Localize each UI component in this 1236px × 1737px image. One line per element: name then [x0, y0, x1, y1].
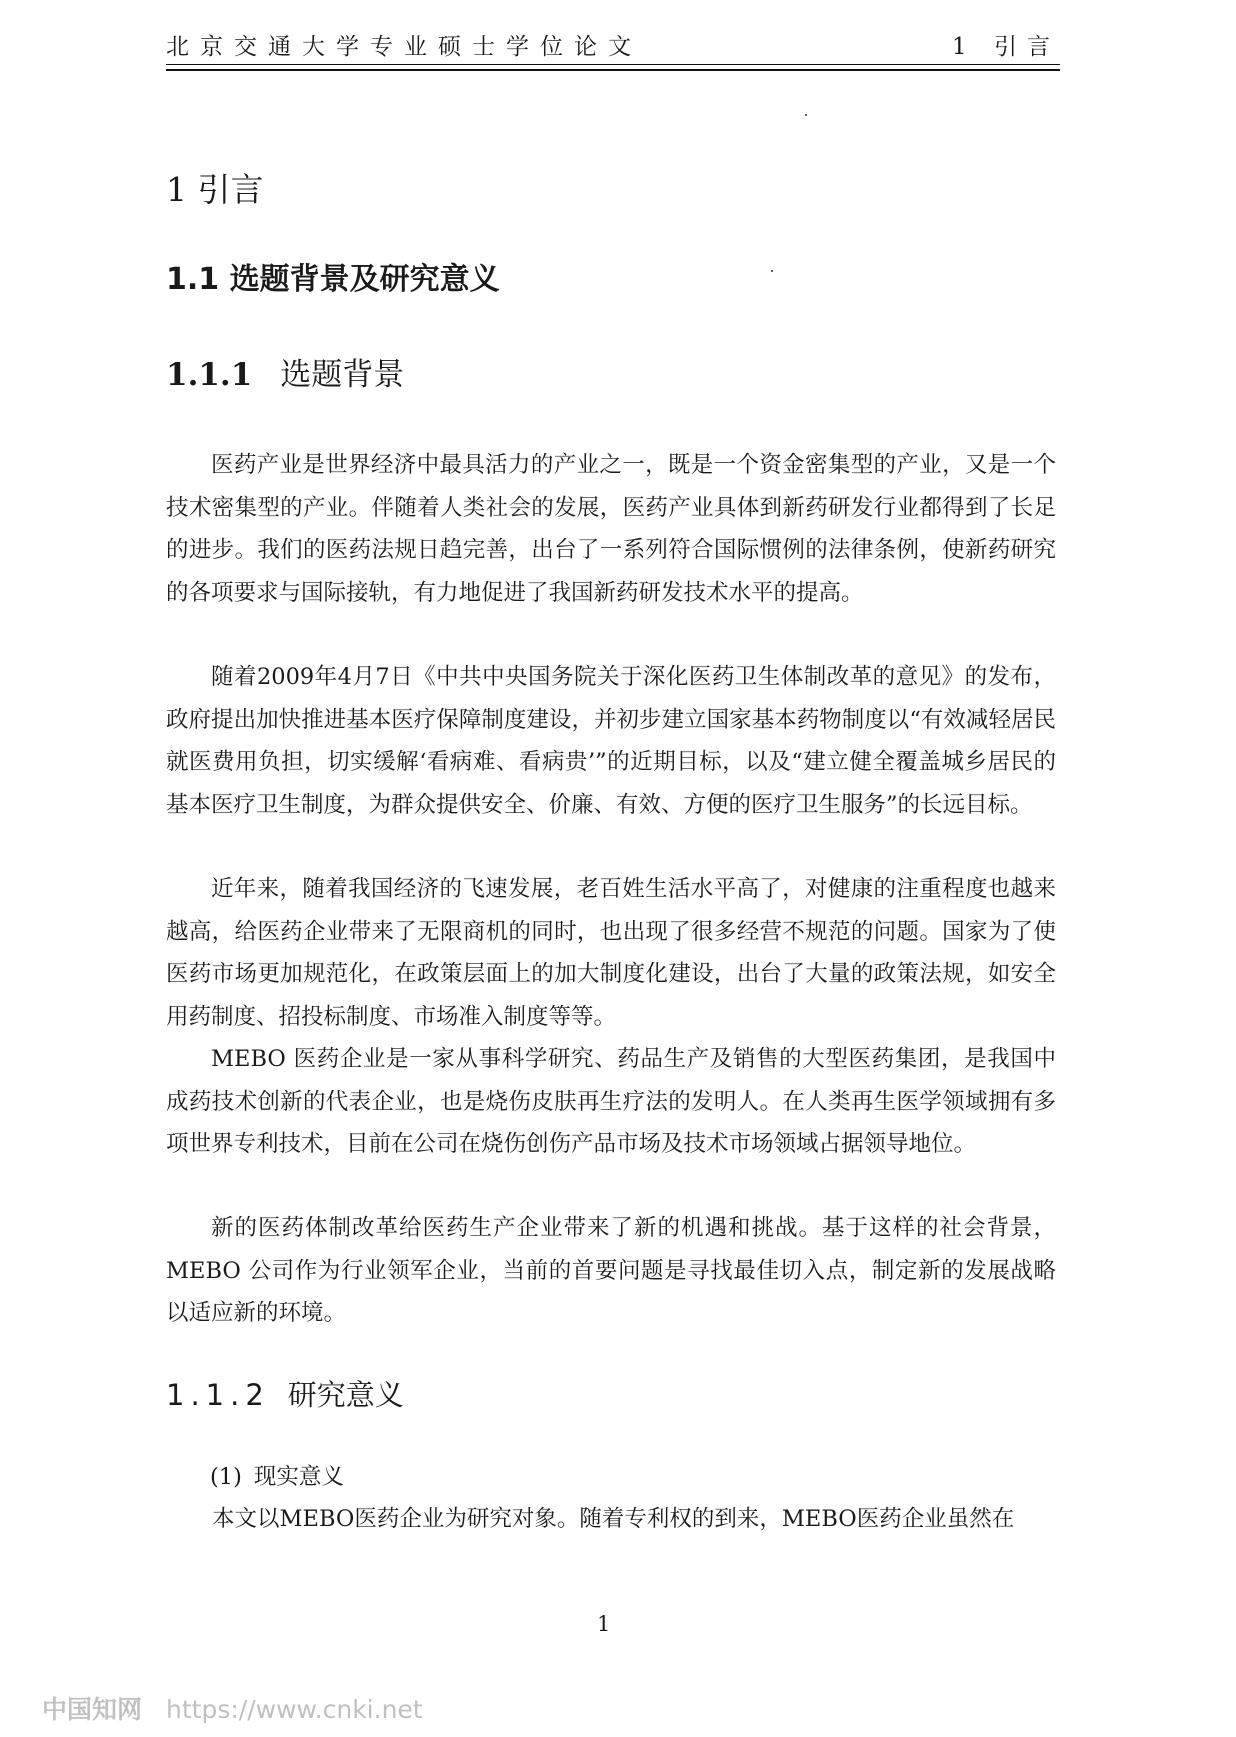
watermark	[42, 1690, 423, 1726]
running-header-chapter: 1 引言	[952, 34, 1060, 60]
running-header-title: 北京交通大学专业硕士学位论文	[166, 34, 642, 60]
body-paragraph: 本文以MEBO医药企业为研究对象。随着专利权的到来，MEBO医药企业虽然在	[212, 1506, 1015, 1532]
chapter-title: 1 引言	[166, 170, 264, 209]
paragraph-block	[166, 1038, 1056, 1166]
header-rule	[166, 64, 1060, 65]
scan-speck	[805, 114, 807, 116]
body-paragraph: MEBO 医药企业是一家从事科学研究、药品生产及销售的大型医药集团，是我国中成药技术创新的代表企业，也是烧伤皮肤再生疗法的发明人。在人类再生医学领域拥有多项世界专利技术，目前在公司在烧伤创伤产品市场及技术市场领域占据领导地位。	[166, 1046, 1056, 1157]
list-marker: (1)	[210, 1464, 242, 1490]
paragraph-block	[166, 868, 1056, 1038]
list-item-heading	[210, 1456, 344, 1499]
section-title: 1.1 选题背景及研究意义	[166, 262, 500, 297]
scan-speck	[771, 270, 773, 272]
body-paragraph: 随着2009年4月7日《中共中央国务院关于深化医药卫生体制改革的意见》的发布，政府提出加快推进基本医疗保障制度建设，并初步建立国家基本药物制度以“有效减轻居民就医费用负担，切实缓解‘看病难、看病贵’”的近期目标，以及“建立健全覆盖城乡居民的基本医疗卫生制度，为群众提供安全、价廉、有效、方便的医疗卫生服务”的长远目标。	[166, 664, 1056, 818]
header-rule-thick	[166, 69, 1060, 71]
watermark-brand: 中国知网	[42, 1695, 143, 1724]
body-paragraph: 新的医药体制改革给医药生产企业带来了新的机遇和挑战。基于这样的社会背景，MEBO 公司作为行业领军企业，当前的首要问题是寻找最佳切入点，制定新的发展战略以适应新的环境。	[166, 1215, 1056, 1326]
paragraph-block	[166, 656, 1056, 826]
subsection-label: 选题背景	[280, 357, 405, 393]
paragraph-block	[166, 1207, 1056, 1335]
subsection-number: 1.1.1	[166, 357, 253, 393]
subsection-label: 研究意义	[287, 1378, 404, 1412]
paragraph-block	[166, 444, 1056, 614]
list-item-title: 现实意义	[253, 1464, 344, 1490]
body-paragraph: 近年来，随着我国经济的飞速发展，老百姓生活水平高了，对健康的注重程度也越来越高，给医药企业带来了无限商机的同时，也出现了很多经营不规范的问题。国家为了使医药市场更加规范化，在政策层面上的加大制度化建设，出台了大量的政策法规，如安全用药制度、招投标制度、市场准入制度等等。	[166, 876, 1056, 1030]
page-number: 1	[597, 1612, 611, 1636]
watermark-url: https://www.cnki.net	[166, 1695, 423, 1724]
subsection-number: 1.1.2	[166, 1378, 270, 1412]
body-paragraph: 医药产业是世界经济中最具活力的产业之一，既是一个资金密集型的产业，又是一个技术密集型的产业。伴随着人类社会的发展，医药产业具体到新药研发行业都得到了长足的进步。我们的医药法规日趋完善，出台了一系列符合国际惯例的法律条例，使新药研究的各项要求与国际接轨，有力地促进了我国新药研发技术水平的提高。	[166, 452, 1056, 606]
subsection-title-background	[166, 357, 404, 394]
subsection-title-significance	[166, 1378, 404, 1413]
